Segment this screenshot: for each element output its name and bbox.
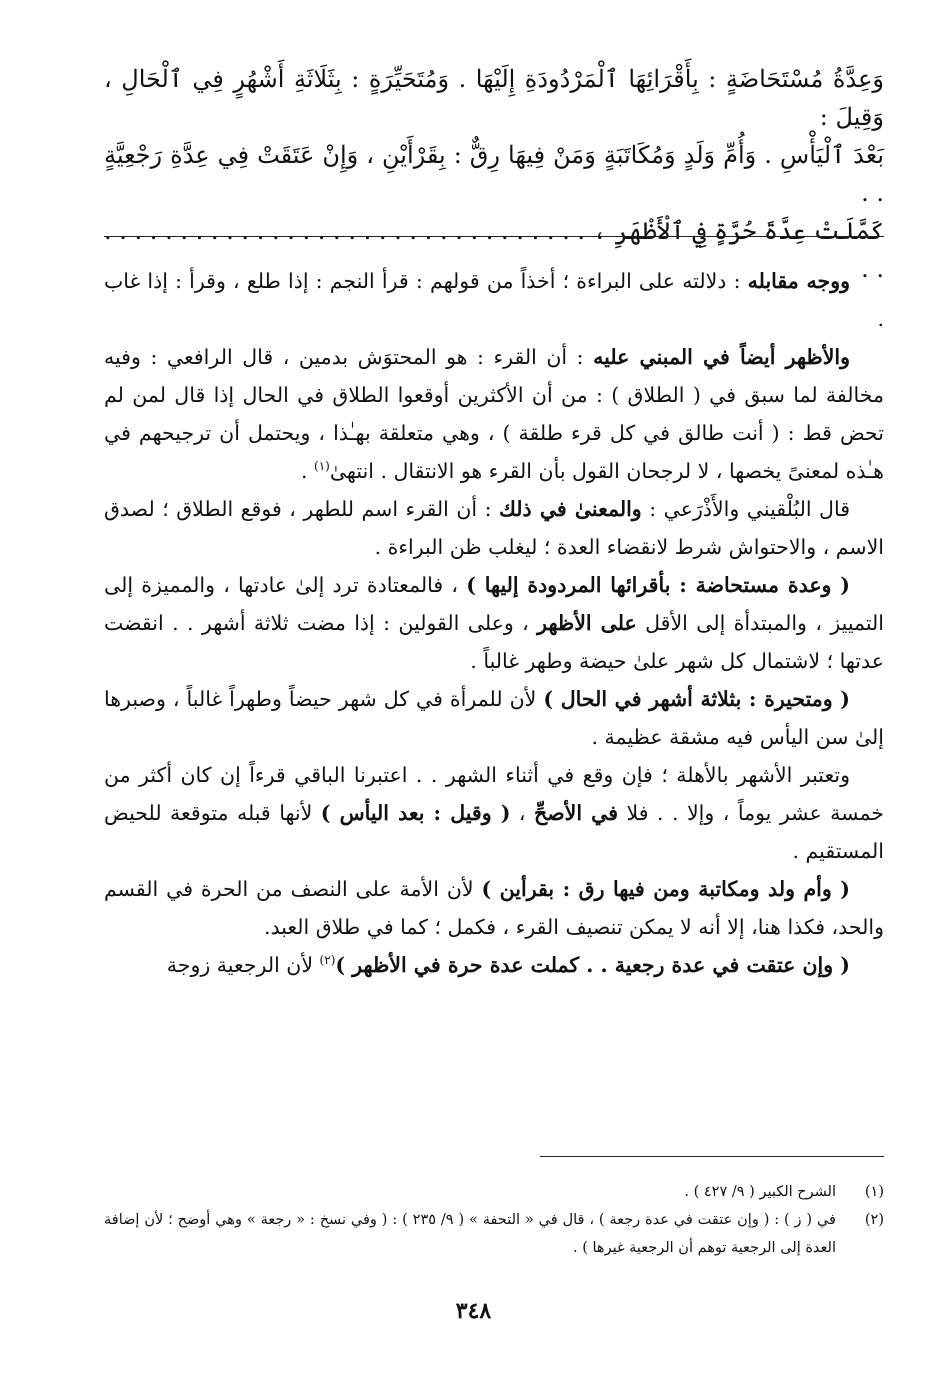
bold-lemma: والمعنىٰ في ذلك [499,497,642,521]
text: قال البُلْقيني والأَذْرَعي : [641,497,850,521]
matn-separator [104,236,884,237]
bold-lemma: في الأصحِّ [534,801,619,825]
bold-lemma: ( وأم ولد ومكاتبة ومن فيها رق : بقرأين ) [481,877,850,901]
matn-line: كَمَّلَتْ عِدَّةَ حُرَّةٍ فِي ٱلْأَظْهَرِ ، . . . . . . . . . . . . . . . . . . . . . . . . . . . . . . . . . . [104,217,884,283]
sharh-block [104,262,884,984]
footnote-text: في ( ز ) : ( وإن عتقت في عدة رجعة ) ، قال في « التحفة » ( ٩/ ٢٣٥ ) : ( وفي نسخ : « رجعة » وهي أوضح ؛ لأن إضافة العدة إلى الرجعية توهم أن الرجعية غيرها ) . [104,1212,836,1256]
footnote-number: (٢) [864,1212,884,1228]
footnote [104,1206,884,1262]
paragraph [104,680,884,756]
footnote-number: (١) [864,1184,884,1200]
bold-lemma: والأظهر أيضاً في المبني عليه [593,345,851,369]
footnotes [104,1178,884,1262]
text: لأن الرجعية زوجة [166,953,320,977]
paragraph [104,870,884,946]
text: ، وعلى القولين : إذا مضت ثلاثة أشهر . . انقضت عدتها ؛ لاشتمال كل شهر علىٰ حيضة وطهر غالباً . [104,611,884,673]
paragraph [104,490,884,566]
text: ، فالمعتادة ترد إلىٰ عادتها ، والمميزة إلى التمييز ، والمبتدأة إلى الأقل [104,573,884,635]
text: : دلالته على البراءة ؛ أخذاً من قولهم : قرأ النجم : إذا طلع ، وقرأ : إذا غاب . [104,269,884,331]
paragraph [104,566,884,680]
text: لأنها قبله متوقعة للحيض المستقيم . [104,801,884,863]
footnote-ref[interactable]: (٢) [319,953,336,968]
text: ، [510,801,534,825]
bold-lemma: ( ومتحيرة : بثلاثة أشهر في الحال ) [543,687,850,711]
paragraph [104,262,884,338]
footnote-text: الشرح الكبير ( ٩/ ٤٢٧ ) . [684,1184,836,1200]
text: : أن القرء اسم للطهر ، فوقع الطلاق ؛ لصدق الاسم ، والاحتواش شرط لانقضاء العدة ؛ ليغلب ظن البراءة . [104,497,884,559]
footnote-separator [540,1156,884,1157]
text: لأن الأمة على النصف من الحرة في القسم والحد، فكذا هنا، إلا أنه لا يمكن تنصيف القرء ، فكمل ؛ كما في طلاق العبد. [104,877,884,939]
page-number: ٣٤٨ [455,1298,492,1324]
text: : أن القرء : هو المحتوَش بدمين ، قال الرافعي : وفيه مخالفة لما سبق في ( الطلاق ) : من أن الأكثرين أوقعوا الطلاق في الحال إذا قال لمن لم تحض قط : ( أنت طالق في كل قرء طلقة ) ، وهي متعلقة بهـٰذا ، ويحتمل أن ترجيحهم في هـٰذه لمعنىً يخصها ، لا لرجحان القول بأن القرء هو الانتقال . انتهىٰ [104,345,884,483]
text: لأن للمرأة في كل شهر حيضاً وطهراً غالباً ، وصبرها إلىٰ سن اليأس فيه مشقة عظيمة . [104,687,884,749]
bold-lemma: ووجه مقابله [747,269,850,293]
bold-lemma: ( وإن عتقت في عدة رجعية . . كملت عدة حرة في الأظهر ) [335,953,850,977]
matn-line: وَعِدَّةُ مُسْتَحَاضَةٍ : بِأَقْرَائِهَا ٱلْمَرْدُودَةِ إِلَيْهَا . وَمُتَحَيِّرَةٍ : بِثَلَاثَةِ أَشْهُرٍ فِي ٱلْحَالِ ، وَقِيلَ : [104,65,884,131]
footnote [104,1178,884,1206]
paragraph [104,946,884,984]
matn-block [104,60,884,288]
text: وتعتبر الأشهر بالأهلة ؛ فإن وقع في أثناء الشهر . . اعتبرنا الباقي قرءاً إن كان أكثر من خمسة عشر يوماً ، وإلا . . فلا [104,763,884,825]
paragraph [104,338,884,490]
bold-lemma: ( وعدة مستحاضة : بأقرائها المردودة إليها ) [466,573,850,597]
bold-lemma: ( وقيل : بعد اليأس ) [320,801,511,825]
bold-lemma: على الأظهر [537,611,637,635]
matn-line: بَعْدَ ٱلْيَأْسِ . وَأُمِّ وَلَدٍ وَمُكَاتَبَةٍ وَمَنْ فِيهَا رِقٌّ : بِقَرْأَيْنِ ، وَإِنْ عَتَقَتْ فِي عِدَّةِ رَجْعِيَّةٍ . . [104,141,884,207]
paragraph [104,756,884,870]
footnote-ref[interactable]: (١) [314,459,330,474]
text: . [300,459,315,483]
